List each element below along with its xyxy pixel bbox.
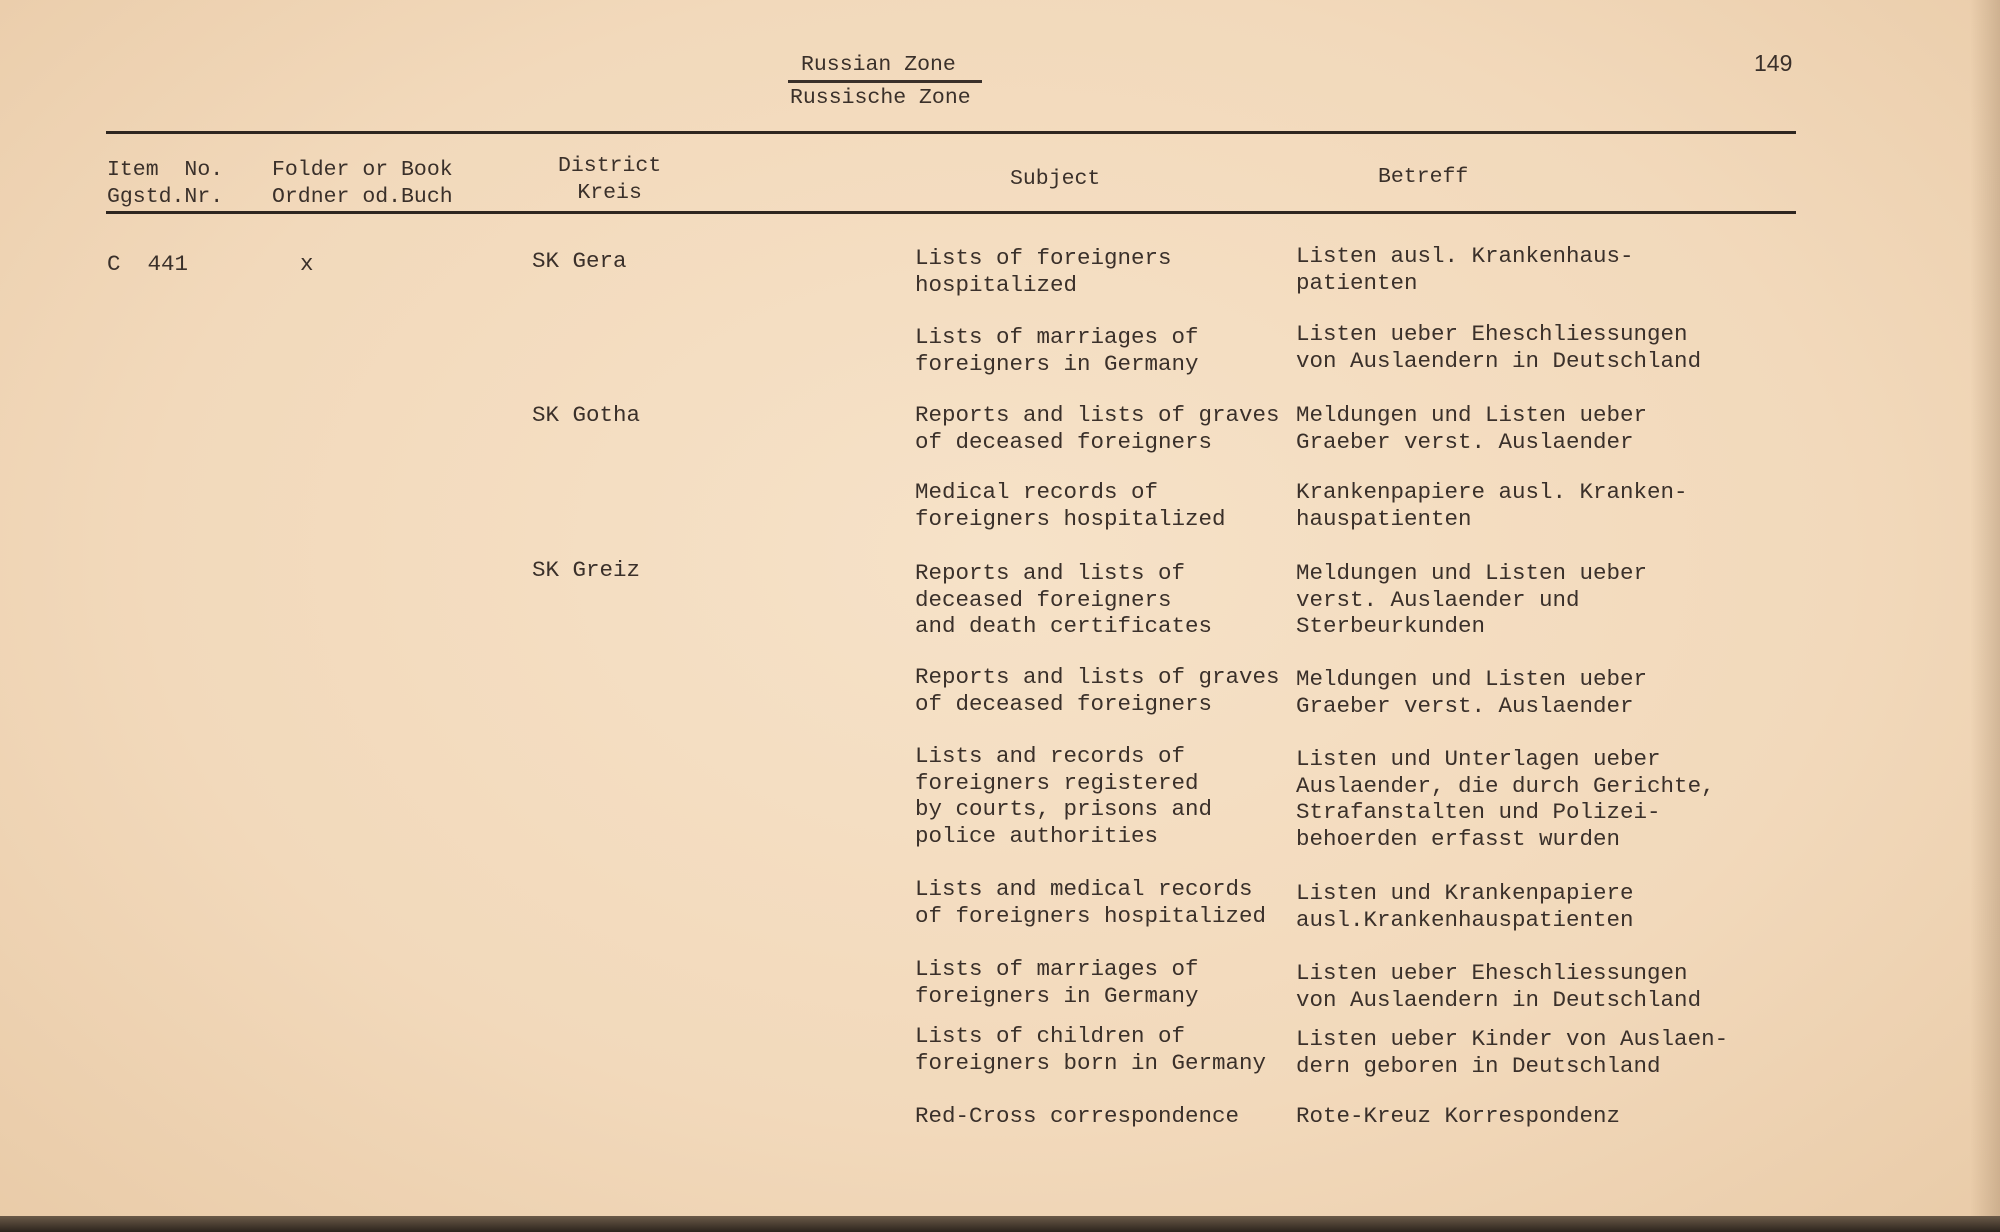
header-top-rule bbox=[106, 131, 1796, 134]
district-gera: SK Gera bbox=[532, 248, 627, 274]
page-shadow bbox=[1970, 0, 2000, 1232]
col-header-betreff: Betreff bbox=[1378, 165, 1469, 189]
entry-subject: Lists of foreigners hospitalized bbox=[915, 245, 1172, 298]
col-header-folder-de: Ordner od.Buch bbox=[272, 185, 453, 209]
page-title: Russian Zone bbox=[801, 53, 956, 77]
col-header-district bbox=[558, 153, 661, 207]
col-header-item bbox=[107, 157, 223, 211]
entry-subject: Red-Cross correspondence bbox=[915, 1103, 1240, 1129]
entry-betreff: Listen ueber Eheschliessungen von Auslaendern in Deutschland bbox=[1296, 960, 1702, 1013]
entry-betreff: Krankenpapiere ausl. Kranken- hauspatienten bbox=[1296, 479, 1688, 532]
entry-betreff: Meldungen und Listen ueber verst. Auslaender und Sterbeurkunden bbox=[1296, 560, 1648, 639]
district-greiz: SK Greiz bbox=[532, 557, 641, 583]
entry-subject: Reports and lists of graves of deceased foreigners bbox=[915, 402, 1280, 455]
header-bottom-rule bbox=[106, 211, 1796, 214]
district-gotha: SK Gotha bbox=[532, 402, 641, 428]
entry-betreff: Listen und Krankenpapiere ausl.Krankenhauspatienten bbox=[1296, 880, 1634, 933]
entry-subject: Lists and medical records of foreigners hospitalized bbox=[915, 876, 1267, 929]
page-subtitle: Russische Zone bbox=[790, 86, 971, 110]
col-header-item-en: Item No. bbox=[107, 158, 224, 182]
entry-betreff: Listen ueber Eheschliessungen von Auslaendern in Deutschland bbox=[1296, 321, 1702, 374]
entry-betreff: Meldungen und Listen ueber Graeber verst. Auslaender bbox=[1296, 402, 1648, 455]
entry-betreff: Listen ausl. Krankenhaus- patienten bbox=[1296, 243, 1634, 296]
entry-subject: Lists of marriages of foreigners in Germany bbox=[915, 324, 1199, 377]
entry-subject: Medical records of foreigners hospitalized bbox=[915, 479, 1226, 532]
col-header-district-en: District bbox=[558, 154, 662, 178]
entry-subject: Reports and lists of graves of deceased foreigners bbox=[915, 664, 1280, 717]
entry-betreff: Meldungen und Listen ueber Graeber verst. Auslaender bbox=[1296, 666, 1648, 719]
entry-betreff: Listen und Unterlagen ueber Auslaender, die durch Gerichte, Strafanstalten und Polizei- behoerden erfasst wurden bbox=[1296, 746, 1715, 852]
col-header-folder-en: Folder or Book bbox=[272, 158, 453, 182]
entry-betreff: Listen ueber Kinder von Auslaen- dern geboren in Deutschland bbox=[1296, 1026, 1729, 1079]
col-header-item-de: Ggstd.Nr. bbox=[107, 185, 224, 209]
title-underline bbox=[788, 80, 982, 83]
page-number: 149 bbox=[1754, 50, 1793, 76]
entry-subject: Lists and records of foreigners registered by courts, prisons and police authorities bbox=[915, 743, 1213, 849]
entry-betreff: Rote-Kreuz Korrespondenz bbox=[1296, 1103, 1621, 1129]
col-header-subject: Subject bbox=[1010, 167, 1101, 191]
entry-subject: Lists of children of foreigners born in Germany bbox=[915, 1023, 1267, 1076]
item-number: C 441 bbox=[107, 251, 189, 277]
col-header-folder bbox=[272, 157, 453, 211]
col-header-district-de: Kreis bbox=[577, 181, 642, 205]
folder-mark: x bbox=[300, 251, 314, 277]
entry-subject: Lists of marriages of foreigners in Germany bbox=[915, 956, 1199, 1009]
entry-subject: Reports and lists of deceased foreigners and death certificates bbox=[915, 560, 1213, 639]
page-bottom-edge bbox=[0, 1216, 2000, 1232]
